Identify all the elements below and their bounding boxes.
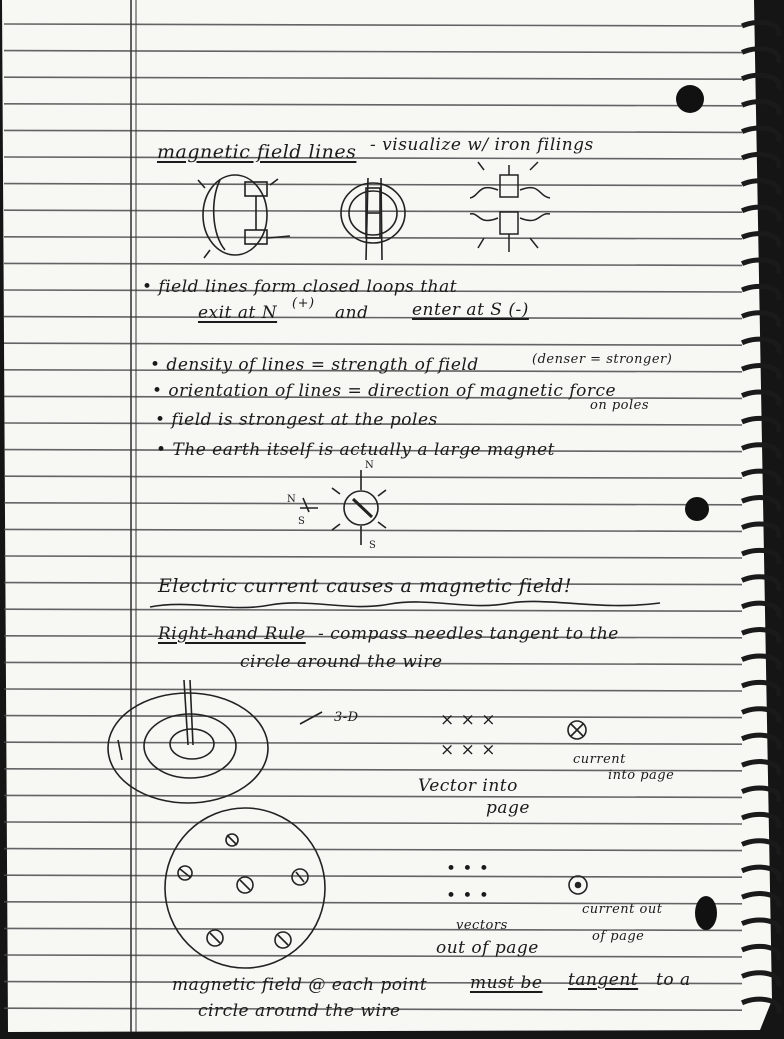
vector-into-page-label: page — [486, 798, 530, 818]
current-into-label: current — [573, 752, 626, 767]
conclusion-to-a: to a — [656, 970, 691, 990]
conclusion-part-1: magnetic field @ each point — [172, 975, 428, 995]
punch-hole — [676, 85, 704, 113]
compass-s-label: S — [298, 516, 306, 527]
vector-into-label: Vector into — [418, 776, 518, 796]
section1-title: magnetic field lines — [157, 141, 357, 163]
current-into-page-label: into page — [608, 768, 675, 783]
rhr-circle-around-wire: circle around the wire — [240, 652, 443, 672]
and-word: and — [335, 303, 369, 323]
section1-title-tail: - visualize w/ iron filings — [370, 135, 594, 155]
bullet-strongest: • field is strongest at the poles — [155, 410, 438, 430]
right-hand-rule: Right-hand Rule — [158, 624, 306, 644]
bullet-density: • density of lines = strength of field — [150, 355, 479, 375]
denser-stronger: (denser = stronger) — [532, 352, 673, 367]
conclusion-tangent: tangent — [568, 970, 639, 990]
compass-n-label: N — [287, 494, 297, 505]
enter-at-s: enter at S (-) — [412, 300, 529, 320]
vectors-out-label: vectors — [456, 918, 508, 933]
earth-n-label: N — [365, 460, 375, 471]
earth-s-label: S — [369, 540, 377, 551]
section2-title: Electric current causes a magnetic field! — [158, 575, 572, 597]
dot-row-1: • • • — [446, 859, 490, 879]
cross-row-2: × × × — [440, 740, 497, 760]
exit-at-n: exit at N — [198, 303, 278, 323]
on-poles: on poles — [590, 398, 650, 413]
label-3d: 3-D — [334, 710, 359, 725]
cross-row-1: × × × — [440, 710, 497, 730]
conclusion-must-be: must be — [470, 973, 543, 993]
rhr-tangent: - compass needles tangent to the — [318, 624, 619, 644]
punch-hole — [695, 896, 717, 930]
bullet-orientation: • orientation of lines = direction of magnetic force — [152, 381, 617, 401]
vectors-out-page-label: out of page — [436, 938, 539, 958]
conclusion-part-2: circle around the wire — [198, 1001, 401, 1021]
bullet-earth-magnet: • The earth itself is actually a large magnet — [156, 440, 555, 460]
current-out-label: current out — [582, 902, 663, 917]
bullet-closed-loops: • field lines form closed loops that — [142, 277, 458, 297]
punch-hole — [685, 497, 709, 521]
exit-at-n-sign: (+) — [292, 296, 315, 311]
current-out-page-label: of page — [592, 929, 645, 944]
dot-row-2: • • • — [446, 886, 490, 906]
